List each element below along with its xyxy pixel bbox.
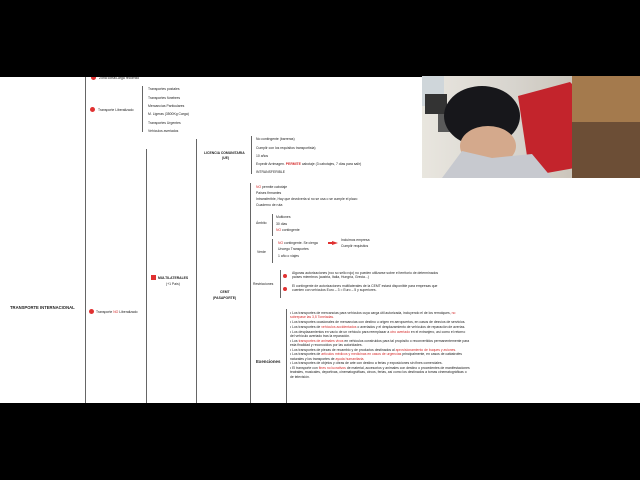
licencia-item-cabotaje [256,162,361,166]
restricciones-dot-2 [283,287,287,291]
liberalizado-item: M. Ligeras (3500Kg Carga) [148,112,189,116]
ambito-bracket [272,214,273,236]
exenciones-bracket [286,309,287,403]
exencion-highlight: aprovisionamiento de buques y aviones. [395,347,457,352]
cabotaje-post: cabotaje (3 cabotajes, 7 días para salir) [301,162,362,166]
cemt-intro-item: Países firmantes [256,191,282,195]
exencion-text: en vehículos construidos para tal propósito o reconvertidos permanentemente para esta finalidad y reconocidos por las autoridades. [290,338,470,347]
top-cut-label: Zona corta/Larga recorrido [99,77,140,80]
licencia-label: LICENCIA COMUNITARIA [204,151,245,155]
exencion-text: El transporte con [292,366,318,371]
cabotaje-pre: Expedir Arrimagen. [256,162,285,166]
cabotaje-red: PERMITE [285,162,301,166]
verde-arrow [332,241,338,245]
cabinet-shape [572,122,640,178]
verde-line1 [278,241,318,245]
no-liberalizado-highlight: NO [113,310,119,314]
restricciones-label: Restricciones [253,282,274,286]
restricciones-dot-1 [283,274,287,278]
exencion-text: Los desplazamientos en vacío de un vehículo para reemplazar a [292,329,390,334]
verde-red: NO [278,241,284,245]
bullet-icon: • [290,361,293,366]
restricciones-p1: Algunas autorizaciones (roo so sello rojo) no pueden utilizarse sobre el territorio de determinados países miembros (austria, Italia, Hungría, Grecia...) [292,271,439,280]
presenter-webcam [422,76,640,178]
licencia-item: No contingente (barreras) [256,137,295,141]
no-liberalizado-dot [89,309,94,314]
bullet-icon: • [290,311,293,315]
bullet-icon: • [290,347,293,352]
exencion-item [290,311,470,319]
ambito-suffix: contingente [282,228,300,232]
exencion-text: Los transportes de objetos y obras de arte con destino a ferias y exposiciones sin fines comerciales. [292,361,443,366]
exencion-highlight: fines no lucrativos [318,366,346,371]
liberalizado-item: Transportes postales [148,87,180,91]
liberalizado-bracket [142,86,143,132]
exencion-highlight: artículos médicos y medicinas en casos de urgencias [321,352,402,357]
liberalizado-item: Transportes fúnebres [148,96,181,100]
verde-line2: Unoego Transportes [278,247,309,251]
licencia-item: INTRANSFERIBLE [256,170,286,174]
exencion-text: Los transportes ocasionales de mercancías con destino u origen en aeropuertos, en casos de desvíos de servicios. [292,320,466,324]
exencion-highlight: transportes de animales vivos [298,338,344,343]
cemt-intro-red: NO [256,185,262,189]
liberalizado-item: Mercancías Particulares [148,104,185,108]
ambito-label: Ámbito [256,221,267,225]
bullet-icon: • [290,320,293,324]
exencion-item [290,361,470,365]
exencion-text: principalmente, en casos de catástrofes naturales y los transportes de [290,352,462,361]
root-title: TRANSPORTE INTERNACIONAL [10,305,75,310]
licencia-item: 10 años [256,154,269,158]
bullet-icon: • [290,329,293,334]
no-liberalizado-label [96,310,138,314]
no-liberalizado-prefix: Transporte [96,310,113,314]
exencion-item [290,325,470,329]
exencion-text: Los transportes de mercancías para vehículos cuya carga útil autorizada, incluyendo el de los remolques, [292,311,451,315]
exencion-text: de material, accesorios y animales con destino o procedentes de manifestaciones teatrales, musicales, deportivas, cinematográficas, circos, ferias, así como los destinados a tomas cinematográficas o de televisión. [290,366,470,379]
exencion-item [290,352,470,360]
ambito-item-contingente [276,228,300,232]
multilaterales-label: MULTILATERALES [158,276,189,280]
exencion-highlight: vehículos accidentados [321,324,357,329]
exencion-item [290,348,470,352]
verde-label: Verde [257,250,266,254]
cemt-intro-cabotaje [256,185,287,189]
verde-line3: 1 año o viajes [278,254,299,258]
bullet-icon: • [290,338,293,343]
exencion-item [290,366,470,379]
printer-shape [425,94,447,114]
cemt-intro-post: permite cabotaje [262,185,288,189]
cemt-label: CEMT [220,290,230,294]
exencion-item [290,339,470,347]
exencion-text: o averiados y el desplazamiento de vehículos de reparación de averías. [357,324,466,329]
multilaterales-sub: (+1 País) [166,282,180,286]
exencion-item [290,330,470,338]
cemt-sub: (PASAPORTE) [213,296,237,300]
bullet-icon: • [290,352,293,357]
top-cut-dot [91,77,96,80]
cemt-intro-item: Cuaderno de ruta [256,203,283,207]
liberalizado-item: Vehículos averiados [148,129,179,133]
exencion-text: en el extranjero, así como el retorno del vehículo averiado tras la reparación. [290,329,466,338]
exencion-highlight: ayuda humanitaria. [335,356,365,361]
verde-bracket [272,239,273,263]
multilaterales-marker [151,275,156,280]
verde-outcome: Incluimos empresa [341,238,370,242]
multilaterales-bracket [196,139,197,403]
liberalizado-item: Transportes Urgentes [148,121,181,125]
ambito-red: NO [276,228,282,232]
bullet-icon: • [290,324,293,329]
ambito-item: 30 días [276,222,288,226]
root-trunk [85,77,86,403]
no-liberalizado-suffix: Liberalizado [119,310,138,314]
liberalizado-dot [90,107,95,112]
exenciones-label: Exenciones [256,359,281,364]
no-liberalizado-bracket [146,149,147,403]
restricciones-p2: El contingente de autorizaciones multilaterales de la CEMT estará disponible para empresas que cuenten con vehículos Euro – 3 = Euro – 5 y superiores. [292,284,438,293]
exencion-item [290,320,470,324]
cemt-bracket [250,183,251,403]
liberalizado-label: Transporte Liberalizado [98,108,134,112]
exencion-highlight: no sobrepase las 3,5 Toneladas. [290,311,456,320]
licencia-item: Cumplir con los requisitos transportista) [256,146,316,150]
exenciones-list [290,311,470,379]
exencion-text: Los transportes de [292,324,321,329]
cemt-intro-item: Intransferible, Hay que devolverla si no se usa o se cumple el plazo [256,197,358,201]
door-shape [572,76,640,122]
exencion-highlight: otro averiado [390,329,410,334]
verde-line1-text: contingente. Se cierga [284,241,318,245]
restricciones-bracket [280,270,281,298]
licencia-bracket [251,136,252,174]
exencion-text: Los [292,338,298,343]
bullet-icon: • [290,366,293,371]
exencion-text: Los transportes de [292,352,321,357]
exencion-text: Los transportes de piezas de recambio y de productos destinados al [292,347,395,352]
verde-outcome: Cumplir requisitos [341,244,369,248]
webcam-scene [422,76,640,178]
licencia-sub: (UE) [222,156,229,160]
ambito-item: Multiones [276,215,291,219]
